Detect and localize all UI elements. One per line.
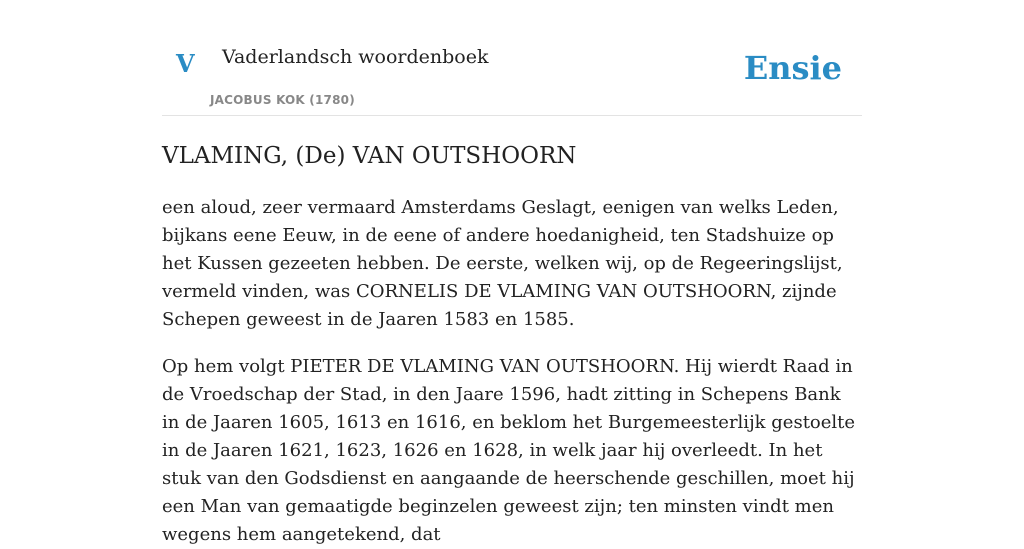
page — [162, 0, 862, 549]
ensie-logo[interactable]: Ensie — [743, 49, 842, 87]
entry-content — [162, 194, 862, 549]
book-author: JACOBUS KOK (1780) — [210, 93, 355, 107]
entry-paragraph: Op hem volgt PIETER DE VLAMING VAN OUTSHOORN. Hij wierdt Raad in de Vroedschap der Stad, in den Jaare 1596, hadt zitting in Schepens Bank in de Jaaren 1605, 1613 en 1616, en beklom het Burgemeesterlijk gestoelte in de Jaaren 1621, 1623, 1626 en 1628, in welk jaar hij overleedt. In het stuk van den Godsdienst en aangaande de heerschende geschillen, moet hij een Man van gemaatigde beginzelen geweest zijn; ten minsten vindt men wegens hem aangetekend, dat — [162, 356, 856, 545]
book-letter: V — [176, 49, 195, 78]
entry-paragraph: een aloud, zeer vermaard Amsterdams Geslagt, eenigen van welks Leden, bijkans eene Eeuw, in de eene of andere hoedanigheid, ten Stadshuize op het Kussen gezeeten hebben. De eerste, welken wij, op de Regeeringslijst, vermeld vinden, was CORNELIS DE VLAMING VAN OUTSHOORN, zijnde Schepen geweest in de Jaaren 1583 en 1585. — [162, 197, 843, 330]
book-header — [162, 0, 862, 116]
entry-title: VLAMING, (De) VAN OUTSHOORN — [162, 143, 577, 169]
book-title[interactable]: Vaderlandsch woordenboek — [222, 46, 489, 68]
